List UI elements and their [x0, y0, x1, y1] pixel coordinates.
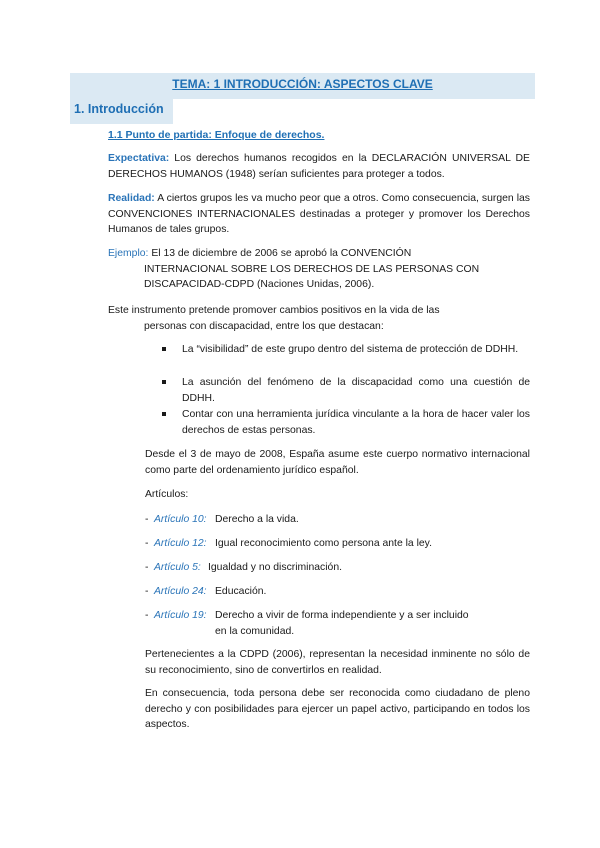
bullet-icon — [162, 412, 166, 416]
pertenecientes-paragraph: Pertenecientes a la CDPD (2006), representan la necesidad inminente no sólo de su reconocimiento, sino de convertirlos en realidad. — [145, 649, 530, 676]
page-title: TEMA: 1 INTRODUCCIÓN: ASPECTOS CLAVE — [172, 77, 433, 91]
articulo-name: Artículo 10: — [154, 514, 207, 525]
articulo-desc: Igualdad y no discriminación. — [208, 562, 342, 573]
articulo-desc: Educación. — [215, 586, 267, 597]
expectativa-label: Expectativa: — [108, 153, 170, 164]
articulo-desc: Derecho a vivir de forma independiente y a ser incluido — [215, 610, 469, 621]
articulo-name: Artículo 19: — [154, 610, 207, 621]
expectativa-text: Los derechos humanos recogidos en la DECLARACIÓN UNIVERSAL DE DERECHOS HUMANOS (1948) serían suficientes para proteger a todos. — [108, 153, 530, 180]
bullet-text: Contar con una herramienta jurídica vinculante a la hora de hacer valer los derechos de estas personas. — [182, 409, 530, 436]
bullet-text: La “visibilidad” de este grupo dentro del sistema de protección de DDHH. — [182, 344, 519, 355]
realidad-text: A ciertos grupos les va mucho peor que a otros. Como consecuencia, surgen las CONVENCIONES INTERNACIONALES destinadas a proteger y promover los Derechos Humanos de tales grupos. — [108, 193, 530, 235]
articulo-name: Artículo 24: — [154, 586, 207, 597]
expectativa-paragraph — [108, 151, 530, 182]
instrumento-line-1: Este instrumento pretende promover cambios positivos en la vida de las — [108, 305, 440, 316]
articulo-desc: Derecho a la vida. — [215, 514, 299, 525]
ejemplo-line-1: El 13 de diciembre de 2006 se aprobó la CONVENCIÓN — [148, 248, 412, 259]
consecuencia-paragraph: En consecuencia, toda persona debe ser reconocida como ciudadano de pleno derecho y con posibilidades para ejercer un papel activo, participando en todos los aspectos. — [145, 688, 530, 730]
bullet-item — [162, 407, 530, 438]
bullet-icon — [162, 347, 166, 351]
desde-paragraph: Desde el 3 de mayo de 2008, España asume este cuerpo normativo internacional como parte del ordenamiento jurídico español. — [145, 449, 530, 476]
articulo-desc: Igual reconocimiento como persona ante la ley. — [215, 538, 432, 549]
articulo-dash: - — [145, 562, 149, 573]
articulo-dash: - — [145, 514, 149, 525]
articulos-heading: Artículos: — [145, 489, 189, 500]
realidad-paragraph — [108, 191, 530, 238]
ejemplo-label: Ejemplo: — [108, 248, 149, 259]
articulo-dash: - — [145, 586, 149, 597]
bullet-item — [162, 375, 530, 406]
articulo-dash: - — [145, 610, 149, 621]
section-heading: 1. Introducción — [74, 102, 164, 116]
ejemplo-paragraph — [108, 246, 530, 293]
subsection-heading: 1.1 Punto de partida: Enfoque de derechos. — [108, 129, 325, 141]
articulo-name: Artículo 5: — [154, 562, 201, 573]
realidad-label: Realidad: — [108, 193, 155, 204]
bullet-item — [162, 342, 530, 358]
instrumento-line-2: personas con discapacidad, entre los que destacan: — [144, 320, 384, 332]
articulo-desc-cont: en la comunidad. — [215, 626, 295, 637]
instrumento-paragraph — [108, 303, 530, 334]
bullet-icon — [162, 380, 166, 384]
articulo-name: Artículo 12: — [154, 538, 207, 549]
bullet-text: La asunción del fenómeno de la discapacidad como una cuestión de DDHH. — [182, 377, 530, 404]
ejemplo-line-3: DISCAPACIDAD-CDPD (Naciones Unidas, 2006). — [144, 279, 375, 290]
ejemplo-line-2: INTERNACIONAL SOBRE LOS DERECHOS DE LAS PERSONAS CON — [144, 263, 480, 275]
articulo-dash: - — [145, 538, 149, 549]
